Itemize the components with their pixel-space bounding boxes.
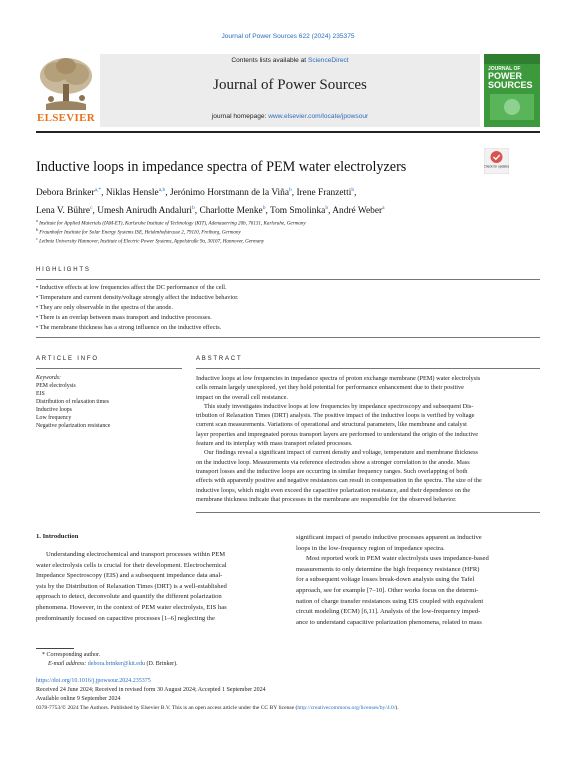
highlight-item: • They are only observable in the spectra of the anode. <box>36 304 173 311</box>
email-link[interactable]: debora.brinker@kit.edu <box>87 661 145 667</box>
keyword: Negative polarization resistance <box>36 423 111 429</box>
abstract-line: Inductive loops at low frequencies in impedance spectra of proton exchange membrane (PEM) water electrolysis <box>196 375 481 382</box>
available-online: Available online 9 September 2024 <box>36 696 121 702</box>
affiliation-marker: b <box>36 227 38 232</box>
abstract-line: feature and its interplay with mass transport related processes. <box>196 440 353 448</box>
abstract-line: tribution of Relaxation Times (DRT) analysis. The positive impact of the inductive loops is verified by voltage <box>196 412 475 420</box>
homepage-link[interactable]: www.elsevier.com/locate/jpowsour <box>268 113 369 120</box>
keywords-label: Keywords: <box>36 375 61 381</box>
intro-line: phenomena. However, in the context of PEM water electrolysis, EIS has <box>36 603 227 611</box>
article-title: Inductive loops in impedance spectra of PEM water electrolyzers <box>36 159 407 175</box>
author-name: Charlotte Menke <box>199 205 263 216</box>
affiliation <box>36 227 540 236</box>
cover-title-2: POWER <box>488 71 523 81</box>
author-affil-marker[interactable]: a,* <box>94 187 102 193</box>
abstract-line: effects with apparently positive and negative resistances can result in compensation in the spectra. The size of the <box>196 477 482 485</box>
intro-line: circuit modeling (ECM) [6,11]. Analysis of the low-frequency imped- <box>296 608 481 616</box>
author-affil-marker[interactable]: b <box>262 204 266 211</box>
highlight-text: There is an overlap between mass transport and inductive processes. <box>39 314 212 321</box>
header-rule <box>36 131 540 133</box>
intro-line: predominantly focused on capacitive processes [1–6] neglecting the <box>36 614 215 622</box>
license-link[interactable]: http://creativecommons.org/licenses/by/4.0/ <box>297 705 396 711</box>
author-name: Jerónimo Horstmann de la Viña <box>169 188 289 199</box>
journal-reference[interactable]: Journal of Power Sources 622 (2024) 235375 <box>221 33 355 40</box>
author-affil-marker[interactable]: b <box>351 187 355 193</box>
intro-line: nation of charge transfer resistances using EIS coupled with equivalent <box>296 597 484 605</box>
affiliation <box>36 218 540 227</box>
intro-line: Most reported work in PEM water electrolysis uses impedance-based <box>306 555 489 563</box>
keyword: Inductive loops <box>36 407 72 413</box>
highlight-item: • Inductive effects at low frequencies affect the DC performance of the cell. <box>36 284 227 291</box>
author <box>106 188 165 198</box>
author <box>332 206 384 216</box>
author <box>199 206 265 216</box>
highlights-heading: HIGHLIGHTS <box>36 267 91 273</box>
author-name: Debora Brinker <box>36 188 95 199</box>
footnote-rule <box>36 648 74 649</box>
authors-line-2: Lena V. Bühre$^c$, Umesh Anirudh Andaluri$^b$, Charlotte Menke$^b$, Tom Smolinka$^b$, André Weber$^a$ <box>36 204 385 216</box>
authors <box>36 183 506 218</box>
homepage-line <box>100 113 480 120</box>
author-name: André Weber <box>332 205 383 216</box>
affiliation-text: Leibniz University Hannover, Institute of Electric Power Systems, Appelstraße 9a, 30167, Hannover, Germany <box>39 238 265 245</box>
intro-right-column <box>296 533 540 628</box>
intro-line: for a subsequent voltage losses break-down analysis using the Tafel <box>296 576 475 584</box>
contents-line <box>100 57 480 64</box>
abstract-line: Our findings reveal a significant impact of current density and voltage, temperature and membrane thickness <box>204 449 478 457</box>
abstract-heading: ABSTRACT <box>196 356 243 362</box>
highlight-item: • Temperature and current density/voltage strongly affect the inductive behavior. <box>36 294 239 301</box>
author <box>296 188 354 198</box>
abstract-line: impact on the overall cell resistance. <box>196 393 288 401</box>
highlight-text: The membrane thickness has a strong influence on the inductive effects. <box>39 324 222 331</box>
article-info-rule <box>36 368 182 369</box>
intro-line: significant impact of pseudo inductive processes apparent as inductive <box>296 534 482 541</box>
intro-line: loops in the low-frequency region of impedance spectra. <box>296 544 445 552</box>
journal-name: Journal of Power Sources <box>213 77 367 93</box>
highlight-text: Inductive effects at low frequencies affect the DC performance of the cell. <box>39 284 227 291</box>
affiliation-text: Fraunhofer Institute for Solar Energy Systems ISE, Heidenhofstrasse 2, 79110, Freiburg, Germany <box>39 229 241 236</box>
author-name: Lena V. Bühre <box>36 205 91 216</box>
doi-link[interactable] <box>36 678 540 684</box>
author-affil-marker[interactable]: a,b <box>158 187 166 193</box>
author-name: Umesh Anirudh Andaluri <box>97 205 193 216</box>
contents-prefix: Contents lists available at <box>231 57 308 64</box>
cover-title-3: SOURCES <box>488 80 533 90</box>
copyright-suffix: ). <box>395 705 399 711</box>
affiliation-marker: c <box>36 236 38 241</box>
keyword: Low frequency <box>36 415 72 421</box>
intro-line: water electrolysis cells is crucial for their development. Electrochemical <box>36 561 227 569</box>
abstract-line: current scan measurements. Variations of operational and structural parameters, like membrane and catalyst <box>196 421 467 429</box>
highlight-text: They are only observable in the spectra of the anode. <box>39 304 173 311</box>
publisher-name: ELSEVIER <box>36 112 96 124</box>
author-affil-marker[interactable]: b <box>192 204 195 211</box>
doi-text[interactable]: https://doi.org/10.1016/j.jpowsour.2024.235375 <box>36 678 151 684</box>
highlights-rule-bottom <box>36 337 540 338</box>
affiliation-text: Institute for Applied Materials (IAM-ET), Karlsruhe Institute of Technology (KIT), Adenauerring 20b, 76131, Karlsruhe, Germany <box>39 220 306 227</box>
intro-line: ance to understand capacitive polarization phenomena, related to mass <box>296 618 482 626</box>
highlights-rule-top <box>36 279 540 280</box>
author <box>36 206 93 216</box>
author-affil-marker[interactable]: b <box>289 187 292 193</box>
author <box>97 206 195 216</box>
cover-title <box>488 66 538 90</box>
author-affil-marker[interactable]: c <box>90 204 93 211</box>
received-dates: Received 24 June 2024; Received in revised form 30 August 2024; Accepted 1 September 2024 <box>36 687 266 693</box>
abstract-line: This study investigates inductive loops at low frequencies by impedance spectroscopy and subsequent Dis- <box>204 402 474 410</box>
copyright-line <box>36 705 540 711</box>
email-line <box>36 661 552 667</box>
abstract-body <box>196 374 540 504</box>
sciencedirect-link[interactable]: ScienceDirect <box>307 57 349 64</box>
abstract-line: layer properties and impregnated porous transport layers are performed to understand the origin of the inductive <box>196 430 479 438</box>
check-for-updates-badge[interactable] <box>484 148 509 174</box>
abstract-line: on the inductive loop. Measurements via reference electrodes show a stronger correlation to the anode. Mass <box>196 458 470 466</box>
intro-line: ysis by the Distribution of Relaxation Times (DRT) is a well-established <box>36 582 227 590</box>
author-name: Niklas Hensle <box>105 188 159 199</box>
abstract-line: cells remain largely unexplored, yet they hold potential for performance enhancement due to their positive <box>196 384 464 392</box>
corresponding-author: * Corresponding author. <box>42 652 101 658</box>
abstract-line: inductive loops, which might even exceed the capacitive polarization resistance, and their dependence on the <box>196 486 471 494</box>
abstract-rule <box>196 368 540 369</box>
author <box>270 206 328 216</box>
cover-title-1: JOURNAL OF <box>488 66 521 72</box>
email-suffix: (D. Brinker). <box>144 661 178 667</box>
intro-left-column <box>36 550 281 624</box>
homepage-prefix: journal homepage: <box>211 113 269 120</box>
copyright-prefix: 0378-7753/© 2024 The Authors. Published by Elsevier B.V. This is an open access article under the CC BY license ( <box>36 705 298 711</box>
keyword: Distribution of relaxation times <box>36 399 109 405</box>
abstract-rule-bottom <box>196 512 540 513</box>
author-name: Tom Smolinka <box>270 205 326 216</box>
abstract-line: membrane thickness indicate that processes in the membrane are responsible for the observed behavior. <box>196 495 457 503</box>
affiliation <box>36 236 540 245</box>
abstract-line: transport losses and the inductive loops are occurring in similar frequency ranges. Such overlapping of both <box>196 467 468 475</box>
article-info-heading: ARTICLE INFO <box>36 356 99 362</box>
journal-cover <box>484 54 540 127</box>
author-affil-marker[interactable]: a <box>382 204 385 211</box>
check-for-updates-label: Check for updates <box>484 164 509 169</box>
keyword: EIS <box>36 391 45 397</box>
author <box>36 188 101 198</box>
intro-line: measurements to only determine the high frequency resistance (HFR) <box>296 565 480 573</box>
section-heading-introduction: 1. Introduction <box>36 533 79 540</box>
intro-line: Understanding electrochemical and transport processes within PEM <box>46 551 226 558</box>
intro-line: approach to detect, deconvolute and quantify the different polarization <box>36 593 222 601</box>
intro-line: Impedance Spectroscopy (EIS) and a subsequent impedance data anal- <box>36 572 223 580</box>
keyword: PEM electrolysis <box>36 383 76 389</box>
author <box>170 188 292 198</box>
author-name: Irene Franzetti <box>296 188 352 199</box>
email-label: E-mail address: <box>48 661 88 667</box>
intro-line: approach, see for example [7–10]. Other works focus on the determi- <box>296 586 479 594</box>
affiliation-marker: a <box>36 218 38 223</box>
highlight-text: Temperature and current density/voltage strongly affect the inductive behavior. <box>39 294 239 301</box>
author-affil-marker[interactable]: b <box>325 204 329 211</box>
authors-line-1: Debora Brinker$^{a,*}$, Niklas Hensle$^{a,b}$, Jerónimo Horstmann de la Viña$^b$, Irene Franzetti$^b$, <box>36 187 357 199</box>
highlight-item: • There is an overlap between mass transport and inductive processes. <box>36 314 212 321</box>
highlight-item: • The membrane thickness has a strong influence on the inductive effects. <box>36 324 222 331</box>
